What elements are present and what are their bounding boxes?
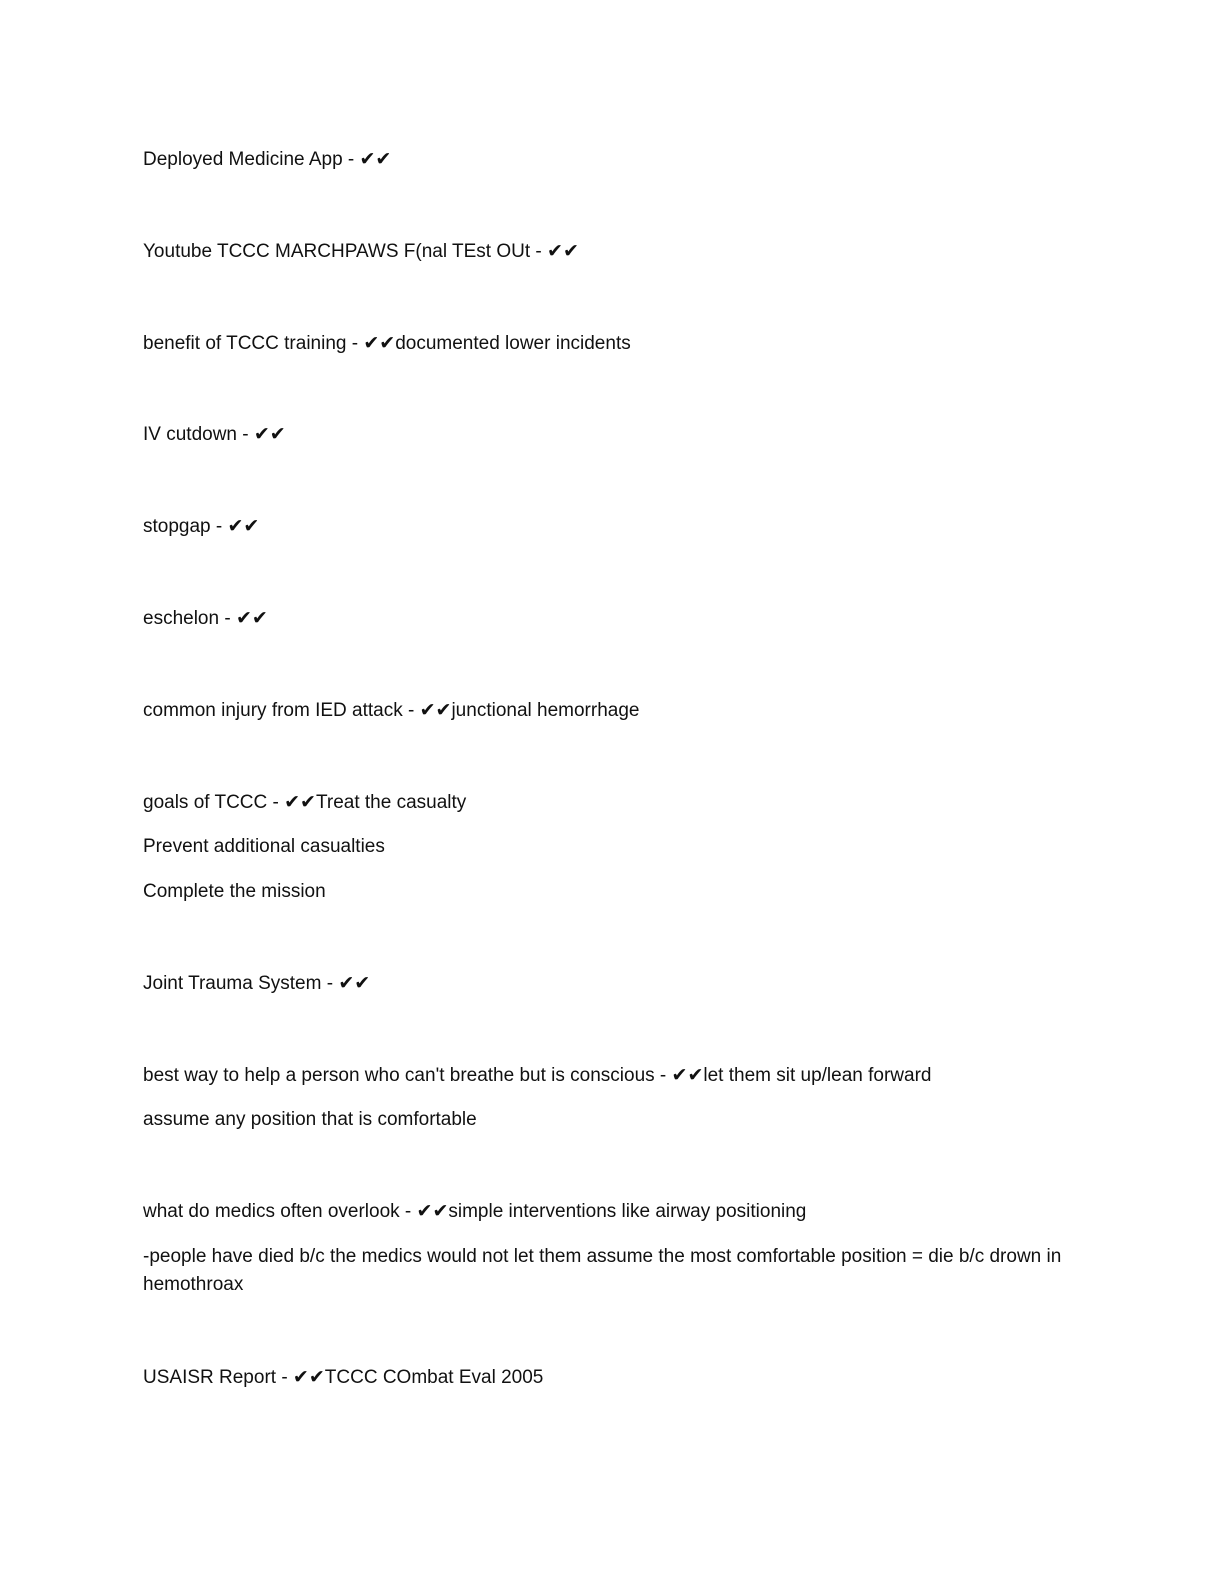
entry-joint-trauma-system: Joint Trauma System - ✔✔ bbox=[143, 973, 371, 994]
entry-youtube-tccc: Youtube TCCC MARCHPAWS F(nal TEst OUt - ✔✔ bbox=[143, 241, 579, 262]
entry-goals-of-tccc-line-3: Complete the mission bbox=[143, 881, 326, 902]
entry-benefit-of-tccc-training: benefit of TCCC training - ✔✔documented lower incidents bbox=[143, 333, 631, 354]
entry-goals-of-tccc: goals of TCCC - ✔✔Treat the casualty bbox=[143, 792, 467, 813]
entry-help-cant-breathe: best way to help a person who can't breathe but is conscious - ✔✔let them sit up/lean forward bbox=[143, 1065, 932, 1086]
entry-deployed-medicine-app: Deployed Medicine App - ✔✔ bbox=[143, 149, 392, 170]
entry-stopgap: stopgap - ✔✔ bbox=[143, 516, 260, 537]
entry-medics-overlook: what do medics often overlook - ✔✔simple interventions like airway positioning bbox=[143, 1201, 807, 1222]
entry-common-injury-ied: common injury from IED attack - ✔✔junctional hemorrhage bbox=[143, 700, 640, 721]
entry-goals-of-tccc-line-2: Prevent additional casualties bbox=[143, 836, 385, 857]
entry-eschelon: eschelon - ✔✔ bbox=[143, 608, 268, 629]
entry-medics-overlook-line-2: -people have died b/c the medics would not let them assume the most comfortable position = die b/c drown in hemothroax bbox=[143, 1246, 1062, 1295]
entry-iv-cutdown: IV cutdown - ✔✔ bbox=[143, 424, 286, 445]
entry-usaisr-report: USAISR Report - ✔✔TCCC COmbat Eval 2005 bbox=[143, 1367, 544, 1388]
entry-help-cant-breathe-line-2: assume any position that is comfortable bbox=[143, 1109, 477, 1130]
